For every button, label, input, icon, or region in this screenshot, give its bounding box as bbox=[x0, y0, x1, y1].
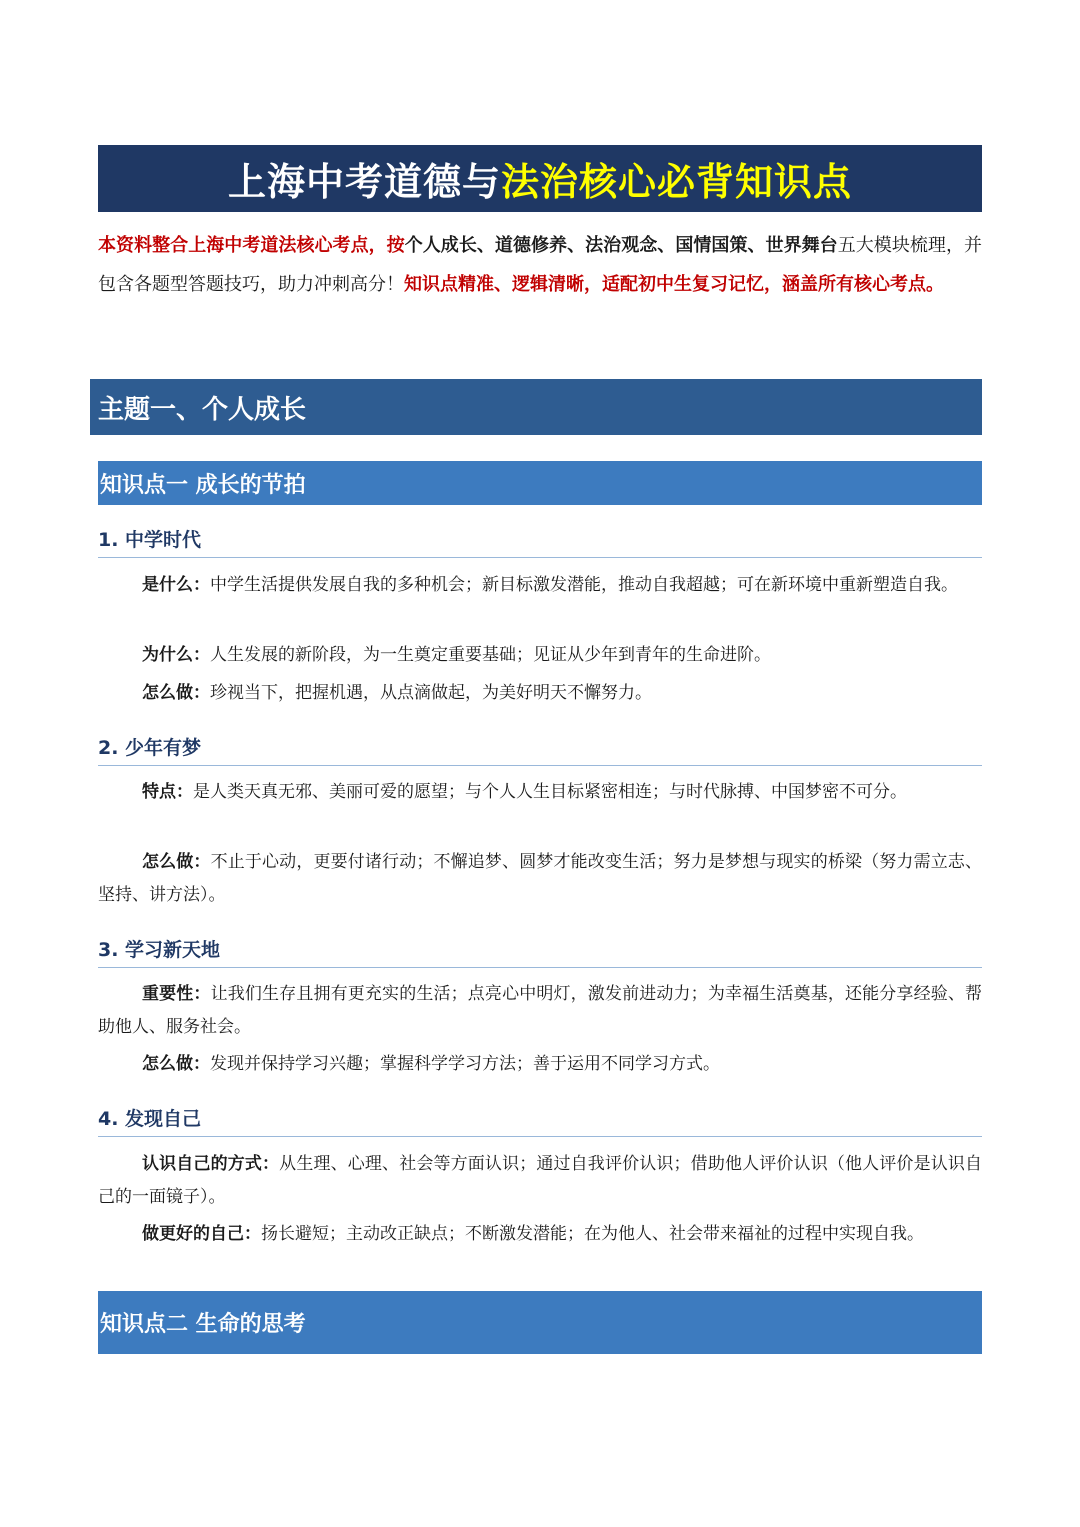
intro-modules: 个人成长、道德修养、法治观念、国情国策、世界舞台 bbox=[404, 235, 838, 256]
text: 人生发展的新阶段，为一生奠定重要基础；见证从少年到青年的生命进阶。 bbox=[210, 645, 771, 665]
section-1-para-1 bbox=[98, 569, 982, 602]
label: 是什么： bbox=[142, 575, 210, 595]
label: 重要性： bbox=[142, 984, 211, 1004]
text: 发现并保持学习兴趣；掌握科学学习方法；善于运用不同学习方式。 bbox=[210, 1054, 720, 1074]
label: 特点： bbox=[142, 782, 193, 802]
text: 是人类天真无邪、美丽可爱的愿望；与个人人生目标紧密相连；与时代脉搏、中国梦密不可分。 bbox=[193, 782, 907, 802]
section-1-heading: 1. 中学时代 bbox=[98, 525, 982, 558]
label: 怎么做： bbox=[142, 852, 211, 872]
label: 做更好的自己： bbox=[142, 1224, 261, 1244]
section-4-para-1 bbox=[98, 1148, 982, 1214]
section-3-para-2 bbox=[98, 1048, 982, 1081]
intro-normal: 五大模块梳理，并包含各题型答题技巧，助力冲刺高分！ bbox=[98, 235, 983, 295]
label: 怎么做： bbox=[142, 1054, 210, 1074]
intro-paragraph bbox=[98, 226, 982, 304]
knowledge-point-1-heading: 知识点一 成长的节拍 bbox=[98, 461, 982, 505]
text: 扬长避短；主动改正缺点；不断激发潜能；在为他人、社会带来福祉的过程中实现自我。 bbox=[261, 1224, 924, 1244]
knowledge-point-2-heading: 知识点二 生命的思考 bbox=[98, 1291, 982, 1354]
title-part-1: 上海中考道德与 bbox=[227, 160, 501, 204]
text: 中学生活提供发展自我的多种机会；新目标激发潜能，推动自我超越；可在新环境中重新塑造自我。 bbox=[210, 575, 958, 595]
text: 珍视当下，把握机遇，从点滴做起，为美好明天不懈努力。 bbox=[210, 683, 652, 703]
text: 从生理、心理、社会等方面认识；通过自我评价认识；借助他人评价认识（他人评价是认识自己的一面镜子）。 bbox=[98, 1154, 983, 1207]
section-3-heading: 3. 学习新天地 bbox=[98, 935, 982, 968]
section-2-para-1 bbox=[98, 776, 982, 809]
label: 为什么： bbox=[142, 645, 210, 665]
intro-red-1: 本资料整合上海中考道法核心考点，按 bbox=[98, 235, 405, 256]
label: 认识自己的方式： bbox=[142, 1154, 280, 1174]
theme-heading: 主题一、个人成长 bbox=[90, 379, 982, 435]
text: 不止于心动，更要付诸行动；不懈追梦、圆梦才能改变生活；努力是梦想与现实的桥梁（努力需立志、坚持、讲方法）。 bbox=[98, 852, 983, 905]
section-3-para-1 bbox=[98, 978, 982, 1044]
section-2-para-2 bbox=[98, 846, 982, 912]
label: 怎么做： bbox=[142, 683, 210, 703]
section-4-para-2 bbox=[98, 1218, 982, 1251]
section-1-para-3 bbox=[98, 677, 982, 710]
text: 让我们生存且拥有更充实的生活；点亮心中明灯，激发前进动力；为幸福生活奠基，还能分享经验、帮助他人、服务社会。 bbox=[98, 984, 983, 1037]
document-title bbox=[98, 145, 982, 212]
section-1-para-2 bbox=[98, 639, 982, 672]
title-part-2-highlight: 法治核心必背知识点 bbox=[501, 160, 853, 204]
section-2-heading: 2. 少年有梦 bbox=[98, 733, 982, 766]
intro-red-2: 知识点精准、逻辑清晰，适配初中生复习记忆，涵盖所有核心考点。 bbox=[404, 274, 944, 295]
section-4-heading: 4. 发现自己 bbox=[98, 1104, 982, 1137]
